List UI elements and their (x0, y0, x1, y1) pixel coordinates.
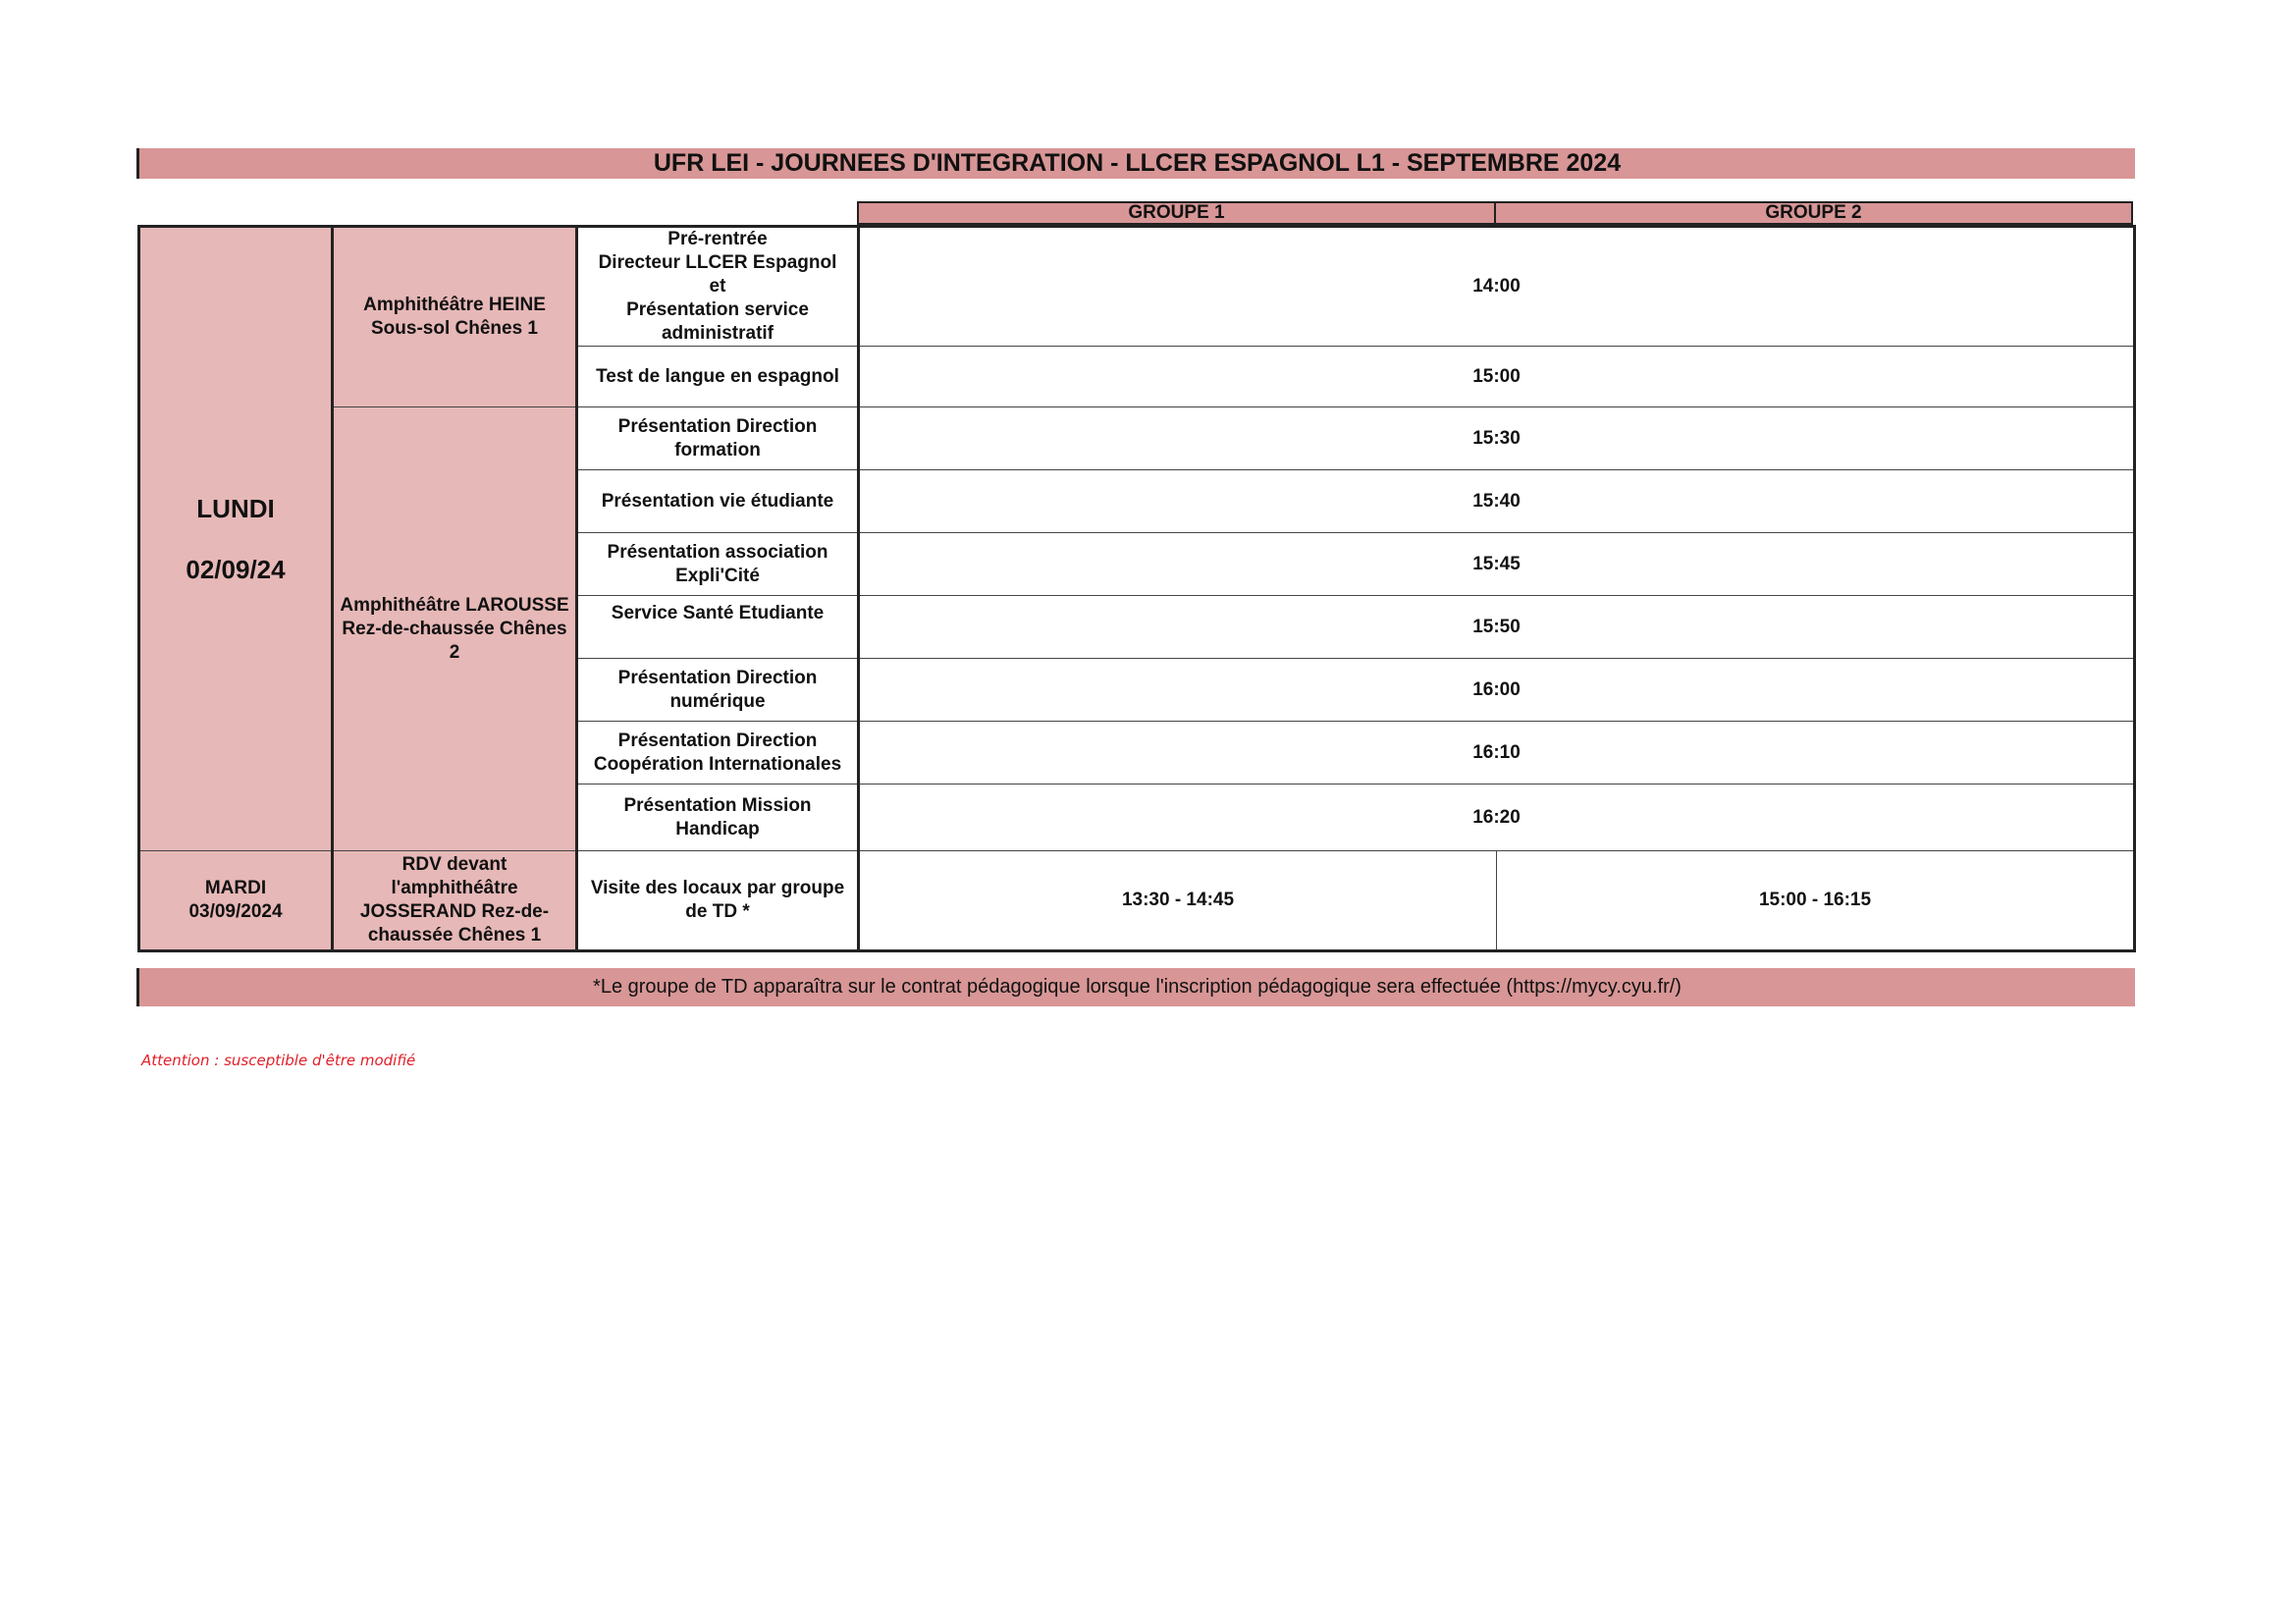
day-cell-monday (139, 227, 333, 851)
activity-cell: Présentation Direction Coopération Internationales (577, 722, 859, 784)
activity-cell: Présentation Mission Handicap (577, 784, 859, 851)
activity-cell: Présentation Direction formation (577, 407, 859, 470)
page-title: UFR LEI - JOURNEES D'INTEGRATION - LLCER ESPAGNOL L1 - SEPTEMBRE 2024 (136, 148, 2135, 179)
day-date: 02/09/24 (186, 555, 286, 584)
activity-cell: Visite des locaux par groupe de TD * (577, 851, 859, 951)
time-cell: 15:50 (859, 596, 2135, 659)
day-label: LUNDI (196, 494, 275, 523)
time-cell: 15:00 (859, 347, 2135, 407)
group-2-time-cell: 15:00 - 16:15 (1497, 851, 2135, 951)
activity-cell: Présentation association Expli'Cité (577, 533, 859, 596)
group-header (857, 201, 2133, 225)
time-cell: 16:00 (859, 659, 2135, 722)
venue-cell: RDV devant l'amphithéâtre JOSSERAND Rez-de-chaussée Chênes 1 (333, 851, 577, 951)
day-date: 03/09/2024 (188, 901, 283, 922)
footnote: *Le groupe de TD apparaîtra sur le contrat pédagogique lorsque l'inscription pédagogique sera effectuée (https://mycy.cyu.fr/) (136, 968, 2135, 1006)
group-1-header: GROUPE 1 (1128, 202, 1225, 223)
time-cell: 15:30 (859, 407, 2135, 470)
day-cell-tuesday (139, 851, 333, 951)
attention-note: Attention : susceptible d'être modifié (141, 1052, 416, 1069)
time-cell: 14:00 (859, 227, 2135, 347)
time-cell: 15:40 (859, 470, 2135, 533)
group-1-time-cell: 13:30 - 14:45 (859, 851, 1497, 951)
activity-cell: Test de langue en espagnol (577, 347, 859, 407)
time-cell: 15:45 (859, 533, 2135, 596)
time-cell: 16:20 (859, 784, 2135, 851)
group-2-header: GROUPE 2 (1494, 203, 2131, 223)
activity-cell: Service Santé Etudiante (577, 596, 859, 659)
activity-cell: Présentation Direction numérique (577, 659, 859, 722)
activity-cell: Pré-rentrée Directeur LLCER Espagnol et Présentation service administratif (577, 227, 859, 347)
activity-cell: Présentation vie étudiante (577, 470, 859, 533)
schedule-table (137, 225, 2136, 952)
time-cell: 16:10 (859, 722, 2135, 784)
venue-cell: Amphithéâtre LAROUSSE Rez-de-chaussée Chênes 2 (333, 407, 577, 851)
day-label: MARDI (204, 878, 267, 898)
venue-cell: Amphithéâtre HEINE Sous-sol Chênes 1 (333, 227, 577, 407)
